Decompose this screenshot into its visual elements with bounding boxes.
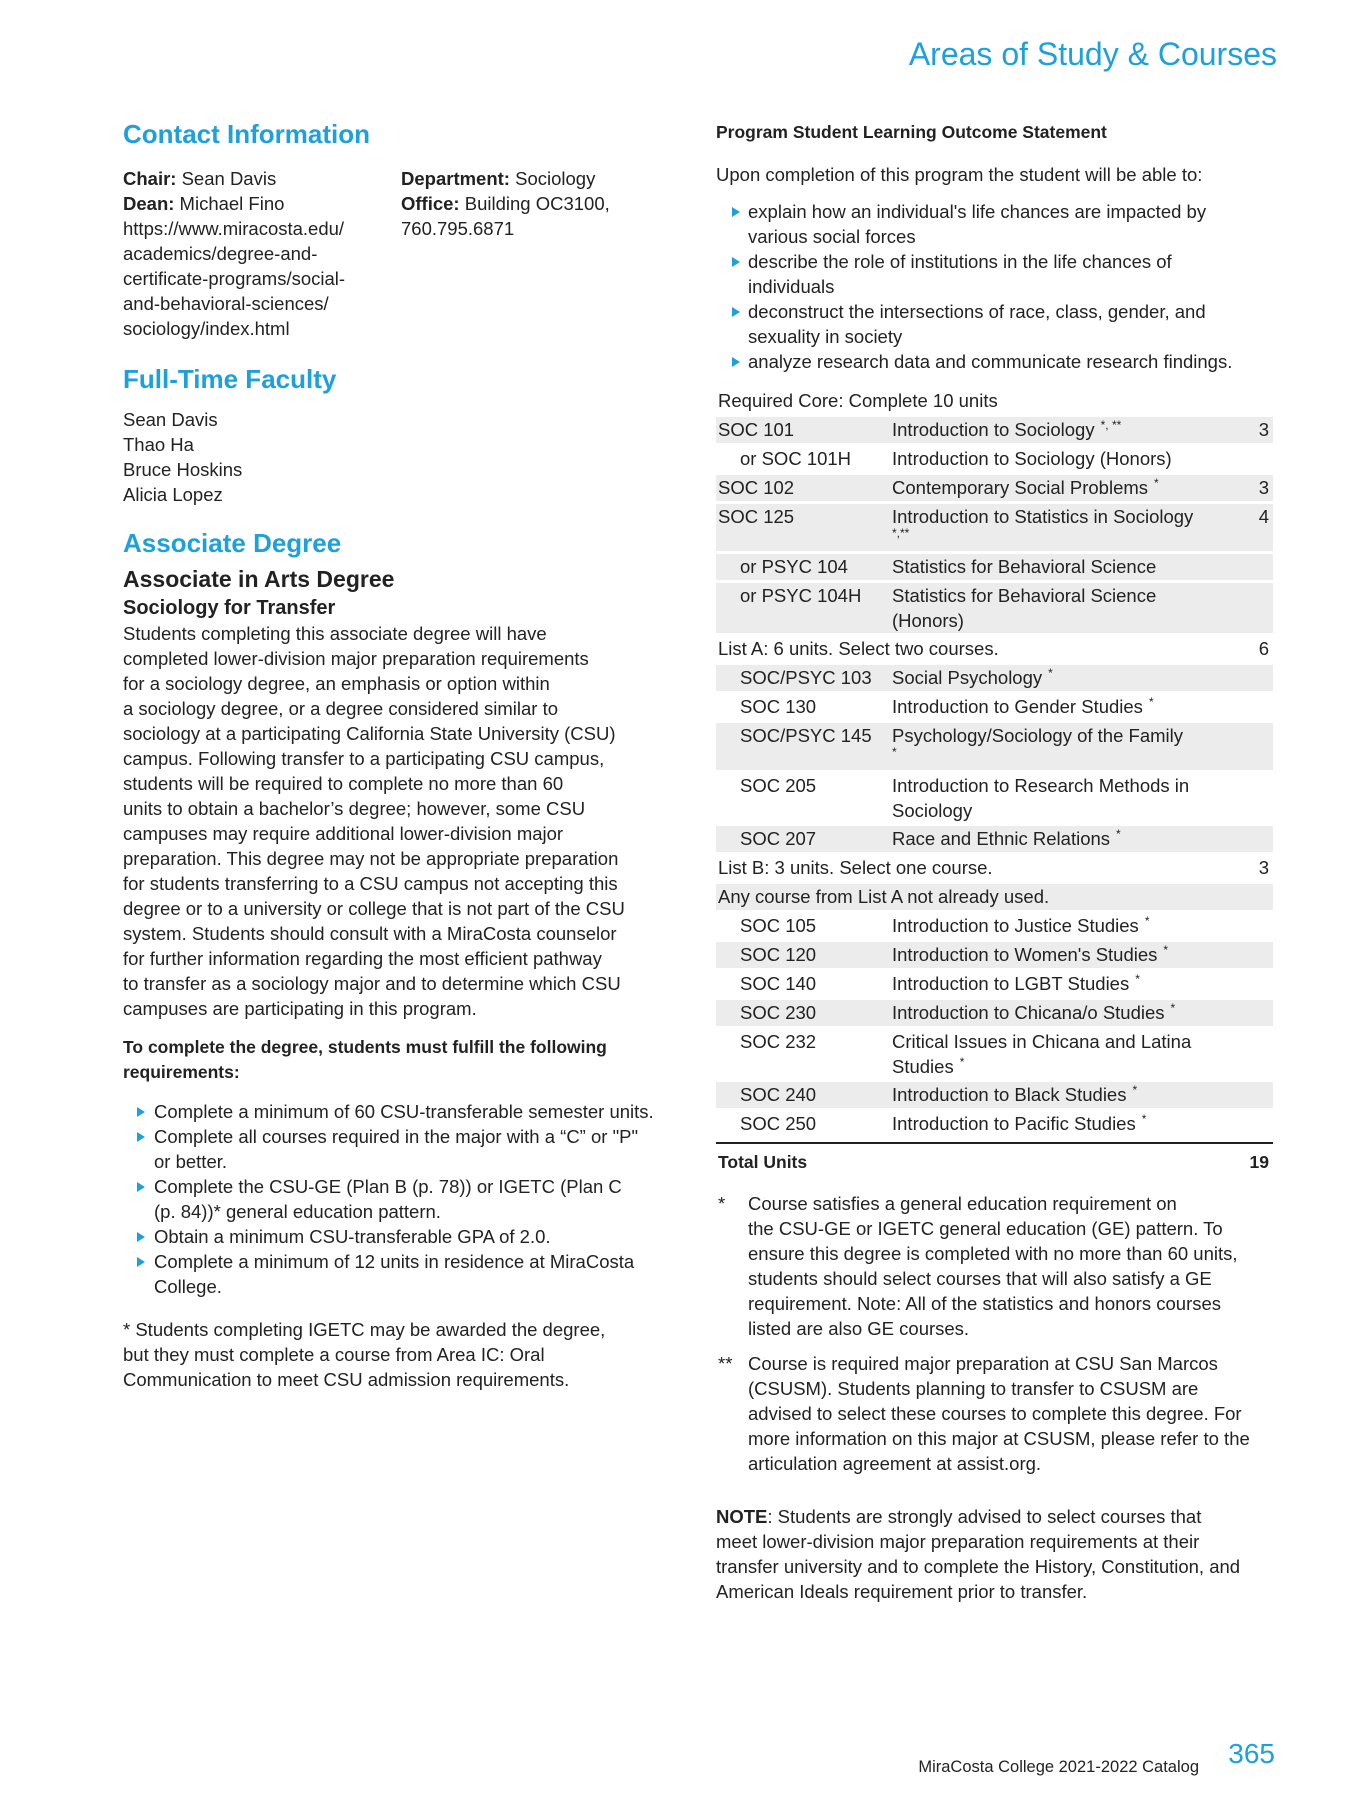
text-line: explain how an individual's life chances are impacted by (748, 201, 1207, 222)
footnote-marker: * (1048, 665, 1053, 680)
text-line: To complete the degree, students must fulfill the following (123, 1037, 607, 1057)
course-units (1229, 1082, 1273, 1108)
course-units: 3 (1258, 857, 1269, 878)
contact-heading: Contact Information (123, 119, 370, 149)
course-title-cell (892, 773, 1229, 823)
footnote-text (748, 1351, 1273, 1476)
table-row (716, 1111, 1273, 1140)
text-line: sexuality in society (748, 326, 903, 347)
department-url[interactable] (123, 216, 401, 341)
course-title: Statistics for Behavioral Science (892, 556, 1157, 577)
course-units (1229, 773, 1273, 823)
list-item (123, 1249, 683, 1299)
section-label: List B: 3 units. Select one course. (718, 857, 993, 878)
text-line: or better. (154, 1151, 228, 1172)
text-line: American Ideals requirement prior to transfer. (716, 1581, 1088, 1602)
course-title: Statistics for Behavioral Science (Honors) (892, 585, 1157, 631)
text-line: meet lower-division major preparation requirements at their (716, 1531, 1200, 1552)
footnote-marker: *,** (892, 525, 910, 540)
triangle-bullet-icon (137, 1232, 145, 1242)
triangle-bullet-icon (137, 1257, 145, 1267)
department-label: Department: (401, 168, 510, 189)
text-line: Obtain a minimum CSU-transferable GPA of 2.0. (154, 1226, 551, 1247)
text-line: but they must complete a course from Area IC: Oral (123, 1344, 545, 1365)
text-line: campuses may require additional lower-division major (123, 823, 564, 844)
course-units: 6 (1258, 638, 1269, 659)
page-number: 365 (1228, 1738, 1275, 1769)
note-text: : Students are strongly advised to select courses that (767, 1506, 1202, 1527)
course-title: Critical Issues in Chicana and Latina (892, 1031, 1192, 1052)
course-units (1229, 826, 1273, 852)
text-line: completed lower-division major preparation requirements (123, 648, 589, 669)
course-title: Introduction to Pacific Studies (892, 1113, 1136, 1134)
course-title: Introduction to Chicana/o Studies (892, 1002, 1165, 1023)
text-line: the CSU-GE or IGETC general education (GE) pattern. To (748, 1218, 1223, 1239)
degree-description (123, 621, 683, 1021)
text-line: Complete a minimum of 60 CSU-transferable semester units. (154, 1101, 654, 1122)
faculty-heading: Full-Time Faculty (123, 364, 337, 394)
course-title: Introduction to LGBT Studies (892, 973, 1130, 994)
table-row (716, 554, 1273, 583)
dean-line (123, 191, 401, 216)
course-code: SOC 250 (740, 1113, 817, 1134)
course-title: Social Psychology (892, 667, 1043, 688)
course-units: 3 (1258, 477, 1269, 498)
course-code: or PSYC 104H (740, 585, 862, 606)
outcomes-heading: Program Student Learning Outcome Statement (716, 122, 1107, 142)
text-line: individuals (748, 276, 835, 297)
text-line: (CSUSM). Students planning to transfer to CSUSM are (748, 1378, 1199, 1399)
dean-name: Michael Fino (179, 193, 285, 214)
footnote-marker: * (1154, 475, 1159, 490)
office-location: Building OC3100, (464, 193, 610, 214)
course-title: Introduction to Research Methods in (892, 775, 1190, 796)
course-code: SOC 102 (718, 477, 795, 498)
course-units: 4 (1258, 506, 1269, 527)
footnote-marker: * (1141, 1111, 1147, 1126)
list-item (716, 349, 1273, 374)
text-line: degree or to a university or college that is not part of the CSU (123, 898, 625, 919)
faculty-list (123, 407, 683, 507)
course-units (1229, 1029, 1273, 1079)
text-line: sociology at a participating California State University (CSU) (123, 723, 616, 744)
course-units (1229, 446, 1273, 472)
url-line[interactable]: https://www.miracosta.edu/ (123, 218, 345, 239)
course-code: SOC 240 (740, 1084, 817, 1105)
triangle-bullet-icon (137, 1182, 145, 1192)
url-line[interactable]: and-behavioral-sciences/ (123, 293, 329, 314)
course-title-cell (892, 723, 1229, 770)
course-title-cell (892, 1029, 1229, 1079)
office-line (401, 191, 671, 216)
triangle-bullet-icon (137, 1132, 145, 1142)
note-label: NOTE (716, 1506, 768, 1527)
text-line: more information on this major at CSUSM, please refer to the (748, 1428, 1250, 1449)
table-row (716, 446, 1273, 475)
course-title: Introduction to Statistics in Sociology (892, 506, 1194, 527)
footnote-marker: * (1163, 942, 1169, 957)
total-row (716, 1142, 1273, 1175)
course-code: or SOC 101H (740, 448, 852, 469)
list-item (716, 249, 1273, 299)
section-label: Required Core: Complete 10 units (718, 390, 998, 411)
course-title-cell (892, 475, 1229, 501)
table-row (716, 723, 1273, 773)
table-row (716, 942, 1273, 971)
table-section-row (716, 855, 1273, 884)
table-row (716, 504, 1273, 554)
requirements-list (123, 1099, 683, 1299)
faculty-name: Alicia Lopez (123, 484, 223, 505)
total-units: 19 (1249, 1152, 1269, 1172)
course-title-continued: Studies (892, 1056, 954, 1077)
footnote-marker: * (959, 1054, 965, 1069)
footnote-marker: * (1132, 1082, 1138, 1097)
text-line: campus. Following transfer to a participating CSU campus, (123, 748, 605, 769)
course-title-cell (892, 694, 1229, 720)
triangle-bullet-icon (732, 357, 740, 367)
course-title-cell (892, 665, 1229, 691)
course-units (1229, 694, 1273, 720)
faculty-name: Sean Davis (123, 409, 218, 430)
igetc-note (123, 1317, 683, 1392)
footnote (716, 1191, 1273, 1341)
text-line: students should select courses that will also satisfy a GE (748, 1268, 1212, 1289)
text-line: Complete a minimum of 12 units in residence at MiraCosta (154, 1251, 635, 1272)
table-row (716, 1082, 1273, 1111)
url-line[interactable]: academics/degree-and- (123, 243, 318, 264)
table-row (716, 826, 1273, 855)
outcomes-intro: Upon completion of this program the student will be able to: (716, 164, 1203, 185)
phone-number: 760.795.6871 (401, 218, 515, 239)
course-title: Race and Ethnic Relations (892, 828, 1111, 849)
course-units (1229, 942, 1273, 968)
course-units (1229, 554, 1273, 580)
text-line: to transfer as a sociology major and to determine which CSU (123, 973, 621, 994)
footnote-marker: * (1170, 1000, 1176, 1015)
text-line: Communication to meet CSU admission requirements. (123, 1369, 570, 1390)
table-row (716, 694, 1273, 723)
course-code: SOC 207 (740, 828, 817, 849)
text-line: describe the role of institutions in the life chances of (748, 251, 1172, 272)
course-units (1229, 971, 1273, 997)
course-units (1229, 388, 1273, 414)
table-row (716, 913, 1273, 942)
url-line[interactable]: sociology/index.html (123, 318, 290, 339)
course-code: SOC 130 (740, 696, 817, 717)
list-item (123, 1124, 683, 1174)
text-line: requirements: (123, 1062, 240, 1082)
right-column (716, 120, 1273, 1604)
text-line: students will be required to complete no more than 60 (123, 773, 564, 794)
footnote-text (748, 1191, 1273, 1341)
footnote-mark: * (718, 1193, 726, 1214)
course-code: SOC 140 (740, 973, 817, 994)
contact-left (123, 166, 401, 341)
table-row (716, 583, 1273, 636)
course-title: Introduction to Sociology (892, 419, 1095, 440)
text-line: Complete all courses required in the major with a “C” or "P" (154, 1126, 639, 1147)
footnote-marker: *, ** (1100, 417, 1122, 432)
course-code: or PSYC 104 (740, 556, 848, 577)
course-units (1229, 723, 1273, 770)
footnote-marker: * (1148, 694, 1154, 709)
course-title-cell (892, 504, 1229, 551)
footnote-marker: * (892, 744, 897, 759)
requirements-heading (123, 1035, 683, 1085)
transfer-note (716, 1504, 1273, 1604)
chair-name: Sean Davis (181, 168, 277, 189)
course-title-cell (892, 554, 1229, 580)
course-title: Introduction to Gender Studies (892, 696, 1143, 717)
text-line: advised to select these courses to complete this degree. For (748, 1403, 1242, 1424)
course-title-cell (892, 942, 1229, 968)
table-section-row (716, 636, 1273, 665)
footnote (716, 1351, 1273, 1476)
table-section-row (716, 884, 1273, 913)
course-units (1229, 583, 1273, 633)
course-units: 3 (1258, 419, 1269, 440)
total-label: Total Units (718, 1152, 808, 1172)
course-units (1229, 665, 1273, 691)
left-column (123, 118, 683, 1392)
course-code: SOC 232 (740, 1031, 817, 1052)
course-table (716, 388, 1273, 1140)
course-title: Introduction to Women's Studies (892, 944, 1158, 965)
associate-heading: Associate Degree (123, 528, 342, 558)
text-line: campuses are participating in this program. (123, 998, 477, 1019)
course-units (1229, 884, 1273, 910)
text-line: listed are also GE courses. (748, 1318, 970, 1339)
footnote-marker: * (1144, 913, 1150, 928)
table-row (716, 773, 1273, 826)
table-row (716, 665, 1273, 694)
table-row (716, 1029, 1273, 1082)
course-title: Contemporary Social Problems (892, 477, 1149, 498)
department-name: Sociology (515, 168, 596, 189)
text-line: for students transferring to a CSU campus not accepting this (123, 873, 618, 894)
table-row (716, 971, 1273, 1000)
triangle-bullet-icon (732, 207, 740, 217)
course-title-cell (892, 971, 1229, 997)
chair-label: Chair: (123, 168, 177, 189)
degree-subtitle: Sociology for Transfer (123, 597, 336, 619)
triangle-bullet-icon (137, 1107, 145, 1117)
text-line: Course is required major preparation at CSU San Marcos (748, 1353, 1218, 1374)
chair-line (123, 166, 401, 191)
course-code: SOC/PSYC 145 (740, 725, 872, 746)
triangle-bullet-icon (732, 257, 740, 267)
list-item (123, 1224, 683, 1249)
course-units (1229, 913, 1273, 939)
course-title: Psychology/Sociology of the Family (892, 725, 1183, 746)
text-line: ensure this degree is completed with no more than 60 units, (748, 1243, 1238, 1264)
footnote-marker: * (1116, 826, 1121, 841)
list-item (716, 299, 1273, 349)
course-code: SOC 125 (718, 506, 795, 527)
text-line: units to obtain a bachelor’s degree; however, some CSU (123, 798, 586, 819)
page-header-title: Areas of Study & Courses (908, 36, 1277, 72)
course-title-continued: Sociology (892, 800, 973, 821)
course-title-cell (892, 1111, 1229, 1137)
course-title: Introduction to Black Studies (892, 1084, 1127, 1105)
course-units (1229, 1000, 1273, 1026)
text-line: requirement. Note: All of the statistics and honors courses (748, 1293, 1222, 1314)
faculty-name: Thao Ha (123, 434, 194, 455)
text-line (716, 1504, 1273, 1529)
text-line: deconstruct the intersections of race, class, gender, and (748, 301, 1206, 322)
section-label: Any course from List A not already used. (718, 886, 1050, 907)
course-title-cell (892, 583, 1229, 633)
course-title-cell (892, 1082, 1229, 1108)
course-code: SOC 105 (740, 915, 817, 936)
text-line: various social forces (748, 226, 916, 247)
course-code: SOC 205 (740, 775, 817, 796)
footnotes (716, 1191, 1273, 1476)
department-line (401, 166, 671, 191)
text-line: articulation agreement at assist.org. (748, 1453, 1042, 1474)
table-section-row (716, 388, 1273, 417)
text-line: College. (154, 1276, 222, 1297)
text-line: * Students completing IGETC may be awarded the degree, (123, 1319, 606, 1340)
text-line: a sociology degree, or a degree considered similar to (123, 698, 558, 719)
degree-title: Associate in Arts Degree (123, 566, 395, 592)
list-item (123, 1099, 683, 1124)
list-item (123, 1174, 683, 1224)
text-line: system. Students should consult with a MiraCosta counselor (123, 923, 617, 944)
course-title-cell (892, 913, 1229, 939)
course-code: SOC 120 (740, 944, 817, 965)
text-line: Students completing this associate degree will have (123, 623, 547, 644)
text-line: preparation. This degree may not be appropriate preparation (123, 848, 619, 869)
footnote-mark: ** (718, 1353, 733, 1374)
faculty-name: Bruce Hoskins (123, 459, 243, 480)
course-code: SOC 230 (740, 1002, 817, 1023)
course-title-cell (892, 826, 1229, 852)
outcomes-list (716, 199, 1273, 374)
course-title: Introduction to Justice Studies (892, 915, 1139, 936)
course-code: SOC/PSYC 103 (740, 667, 872, 688)
text-line: (p. 84))* general education pattern. (154, 1201, 441, 1222)
section-label: List A: 6 units. Select two courses. (718, 638, 999, 659)
office-label: Office: (401, 193, 460, 214)
course-title: Introduction to Sociology (Honors) (892, 448, 1172, 469)
table-row (716, 475, 1273, 504)
dean-label: Dean: (123, 193, 175, 214)
table-row (716, 1000, 1273, 1029)
table-row (716, 417, 1273, 446)
text-line: for a sociology degree, an emphasis or option within (123, 673, 550, 694)
text-line: Complete the CSU-GE (Plan B (p. 78)) or IGETC (Plan C (154, 1176, 622, 1197)
course-title-cell (892, 446, 1229, 472)
text-line: transfer university and to complete the History, Constitution, and (716, 1556, 1241, 1577)
text-line: for further information regarding the most efficient pathway (123, 948, 602, 969)
text-line: analyze research data and communicate research findings. (748, 351, 1233, 372)
footer-catalog: MiraCosta College 2021-2022 Catalog (918, 1758, 1199, 1776)
contact-grid (123, 166, 683, 341)
text-line: Course satisfies a general education requirement on (748, 1193, 1177, 1214)
triangle-bullet-icon (732, 307, 740, 317)
list-item (716, 199, 1273, 249)
footnote-marker: * (1135, 971, 1140, 986)
url-line[interactable]: certificate-programs/social- (123, 268, 346, 289)
contact-right (401, 166, 671, 341)
course-units (1229, 1111, 1273, 1137)
course-title-cell (892, 417, 1229, 443)
course-title-cell (892, 1000, 1229, 1026)
course-code: SOC 101 (718, 419, 795, 440)
